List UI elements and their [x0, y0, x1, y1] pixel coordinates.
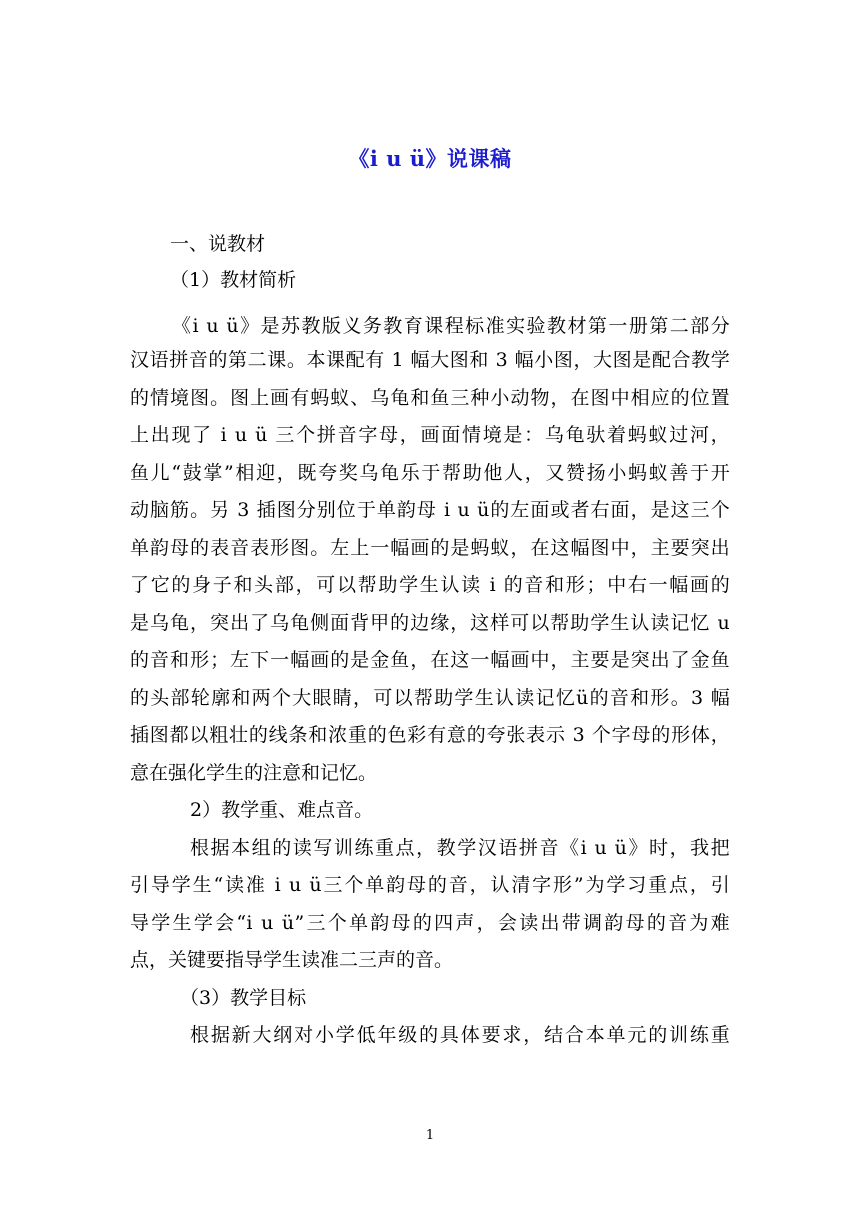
- paragraph-line: 引导学生“读准 i u ü三个单韵母的音，认清字形”为学习重点，引: [130, 874, 730, 896]
- paragraph-line: 是乌龟，突出了乌龟侧面背甲的边缘，这样可以帮助学生认读记忆 u: [130, 612, 730, 634]
- page-number: 1: [425, 1128, 435, 1143]
- section-heading: 一、说教材: [170, 233, 266, 255]
- paragraph-line: 根据本组的读写训练重点，教学汉语拼音《i u ü》时，我把: [190, 837, 730, 859]
- paragraph-line: 意在强化学生的注意和记忆。: [130, 762, 378, 784]
- paragraph-line: 的头部轮廓和两个大眼睛，可以帮助学生认读记忆ü的音和形。3 幅: [130, 687, 730, 709]
- paragraph-line: 的情境图。图上画有蚂蚁、乌龟和鱼三种小动物，在图中相应的位置: [130, 387, 730, 409]
- paragraph-line: 单韵母的表音表形图。左上一幅画的是蚂蚁，在这幅图中，主要突出: [130, 537, 730, 559]
- paragraph-line: 鱼儿“鼓掌”相迎，既夸奖乌龟乐于帮助他人，又赞扬小蚂蚁善于开: [130, 462, 730, 484]
- paragraph-line: 了它的身子和头部，可以帮助学生认读 i 的音和形；中右一幅画的: [130, 574, 730, 596]
- paragraph-line: 根据新大纲对小学低年级的具体要求，结合本单元的训练重: [190, 1024, 730, 1046]
- document-title: 《i u ü》说课稿: [348, 146, 512, 171]
- subsection-heading: （1）教材简析: [170, 269, 297, 291]
- paragraph-line: 导学生学会“i u ü”三个单韵母的四声，会读出带调韵母的音为难: [130, 912, 730, 934]
- paragraph-line: 的音和形；左下一幅画的是金鱼，在这一幅画中，主要是突出了金鱼: [130, 649, 730, 671]
- subsection-heading: 2）教学重、难点音。: [190, 799, 374, 821]
- subsection-heading: （3）教学目标: [180, 987, 307, 1009]
- paragraph-line: 汉语拼音的第二课。本课配有 1 幅大图和 3 幅小图，大图是配合教学: [130, 349, 730, 371]
- paragraph-line: 点，关键要指导学生读准二三声的音。: [130, 949, 454, 971]
- paragraph-line: 《i u ü》是苏教版义务教育课程标准实验教材第一册第二部分: [172, 315, 730, 337]
- paragraph-line: 上出现了 i u ü 三个拼音字母，画面情境是：乌龟驮着蚂蚁过河，: [130, 424, 730, 446]
- paragraph-line: 插图都以粗壮的线条和浓重的色彩有意的夸张表示 3 个字母的形体，: [130, 724, 730, 746]
- paragraph-line: 动脑筋。另 3 插图分别位于单韵母 i u ü的左面或者右面，是这三个: [130, 499, 730, 521]
